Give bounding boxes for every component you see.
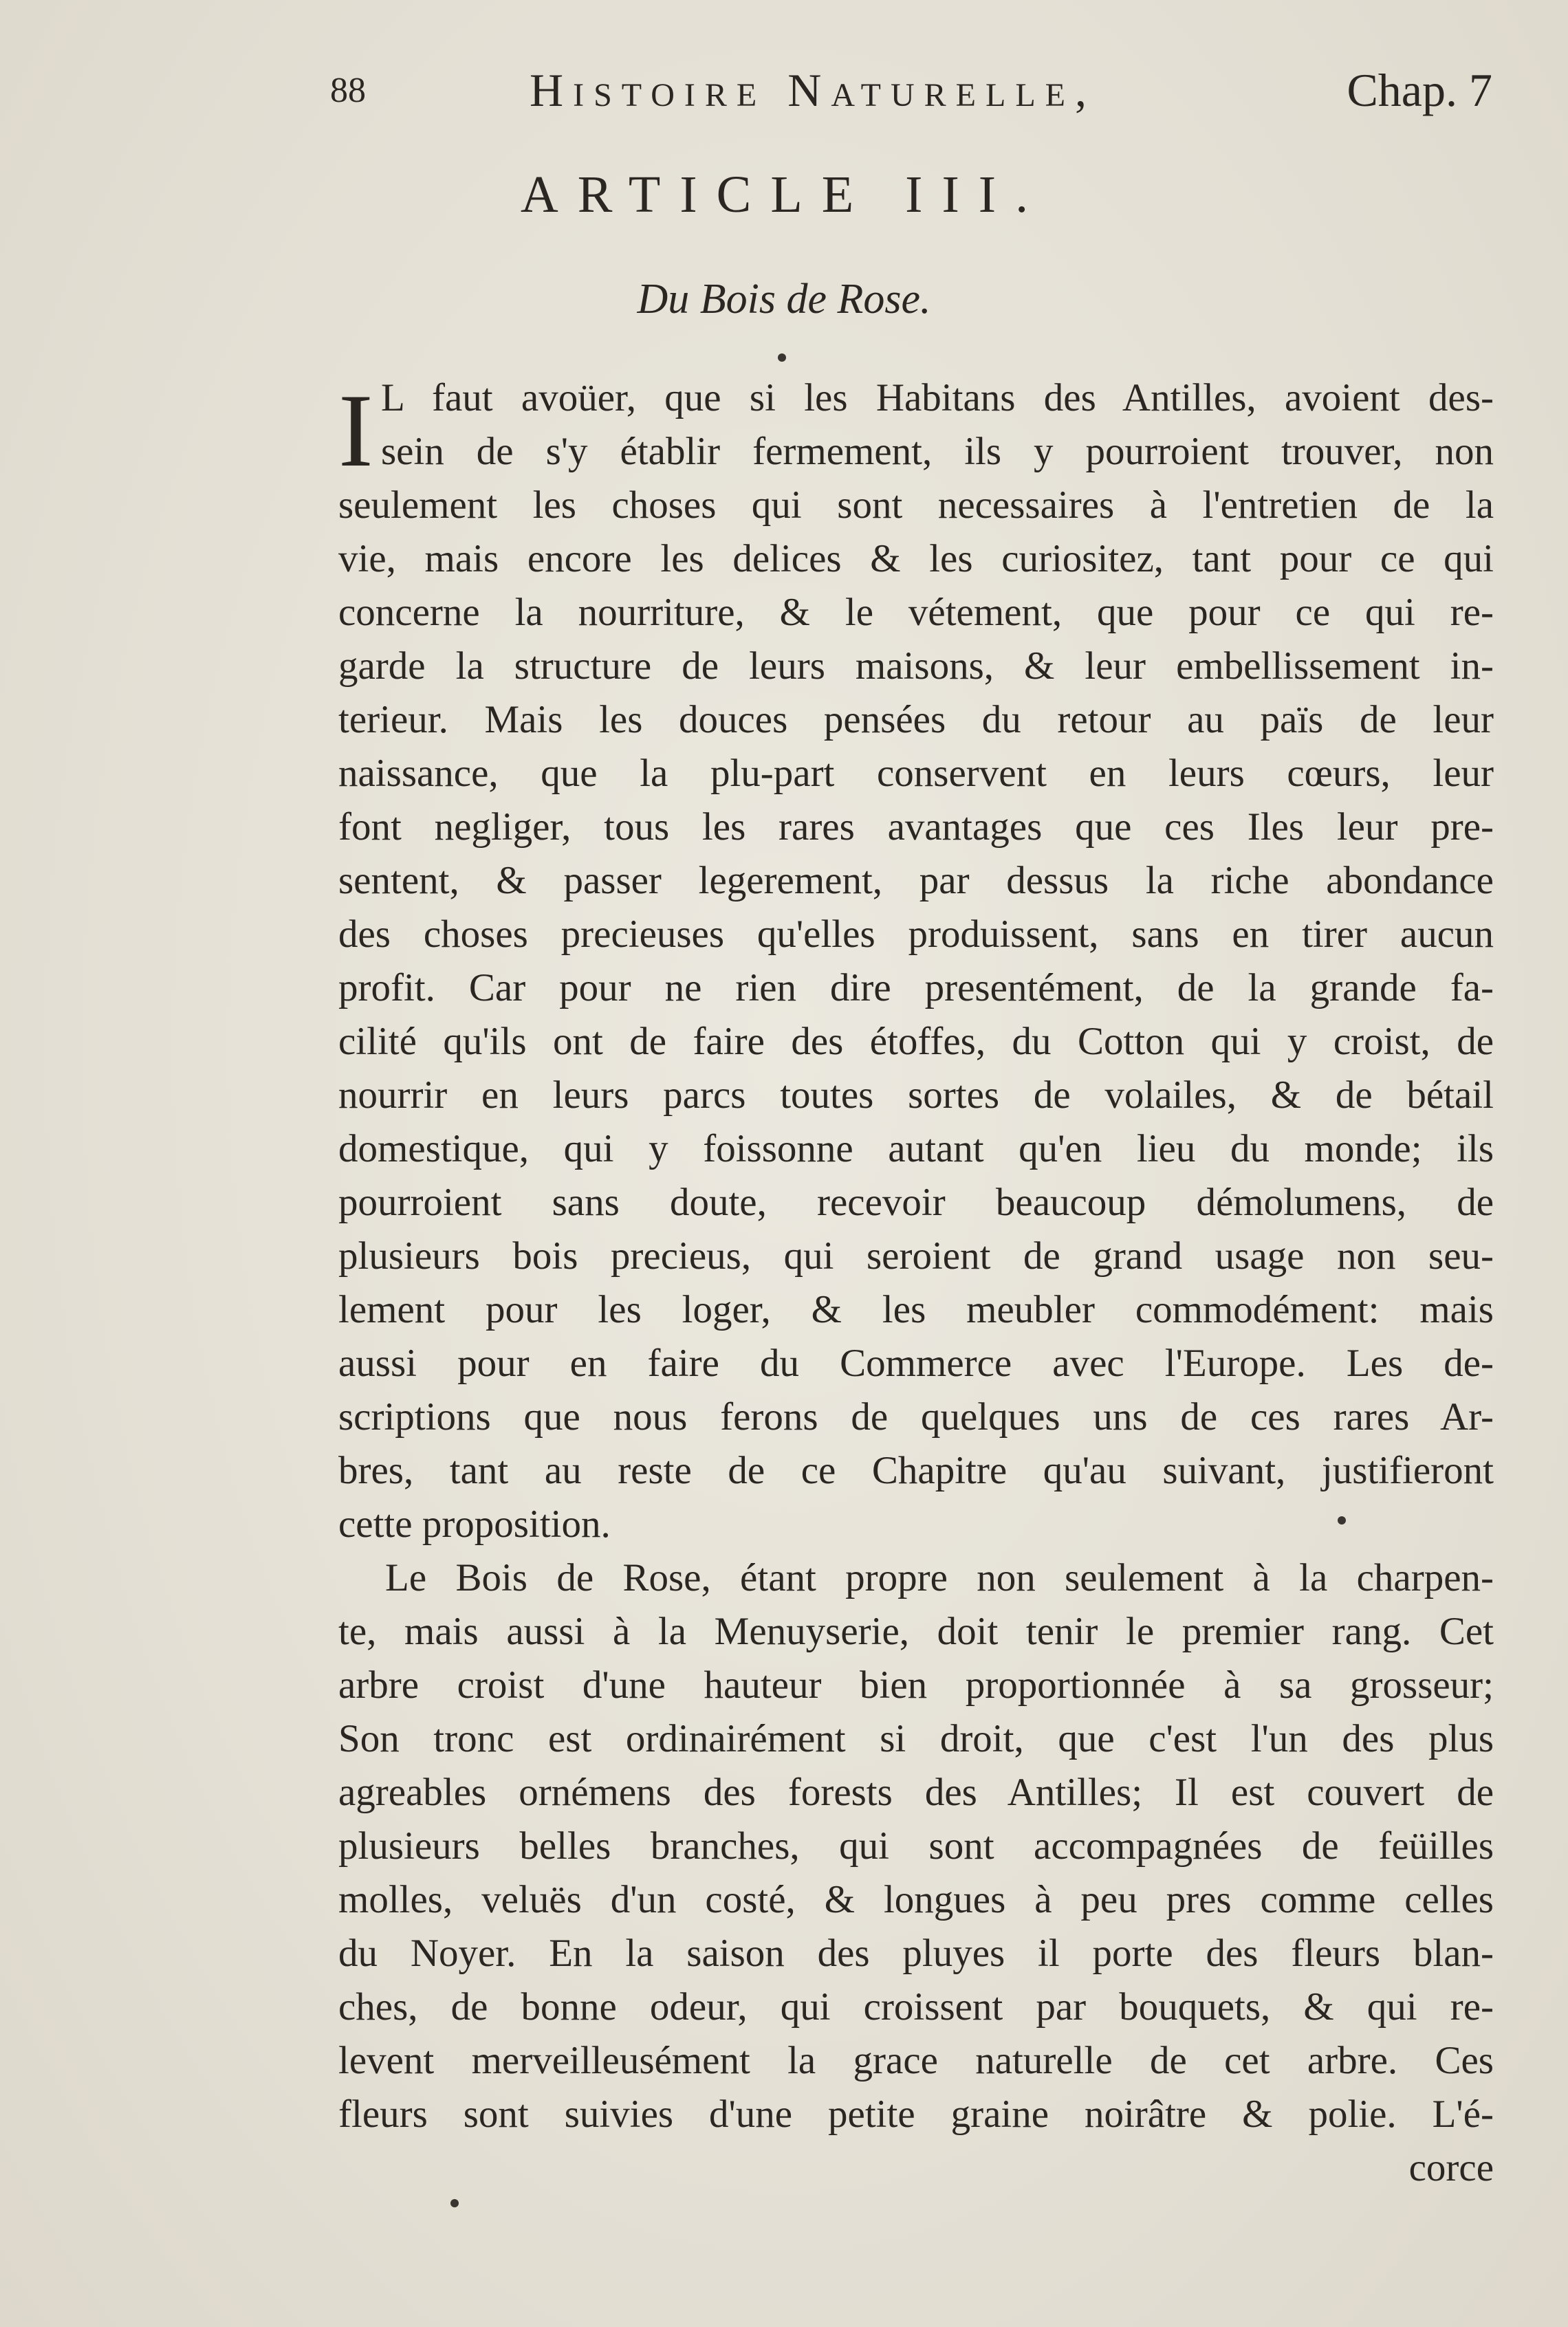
- text-line: profit. Car pour ne rien dire presentément, de la grande fa-: [338, 966, 1494, 1009]
- body-text: [338, 371, 1494, 2195]
- text-line: agreables ornémens des forests des Antilles; Il est couvert de: [338, 1771, 1494, 1814]
- text-line: vie, mais encore les delices & les curiositez, tant pour ce qui: [338, 537, 1494, 580]
- text-line: plusieurs belles branches, qui sont accompagnées de feüilles: [338, 1824, 1494, 1868]
- page-number: 88: [330, 71, 366, 110]
- text-line: arbre croist d'une hauteur bien proportionnée à sa grosseur;: [338, 1663, 1494, 1707]
- text-line: scriptions que nous ferons de quelques uns de ces rares Ar-: [338, 1395, 1494, 1439]
- text-line: levent merveilleusément la grace naturelle de cet arbre. Ces: [338, 2039, 1494, 2082]
- text-line: domestique, qui y foissonne autant qu'en lieu du monde; ils: [338, 1127, 1494, 1170]
- text-line: des choses precieuses qu'elles produissent, sans en tirer aucun: [338, 913, 1494, 956]
- paragraph-1: [338, 371, 1494, 1551]
- text-line: sein de s'y établir fermement, ils y pourroient trouver, non: [381, 430, 1494, 473]
- text-line: molles, veluës d'un costé, & longues à peu pres comme celles: [338, 1878, 1494, 1921]
- text-line: nourrir en leurs parcs toutes sortes de volailes, & de bétail: [338, 1073, 1494, 1117]
- text-line: plusieurs bois precieus, qui seroient de grand usage non seu-: [338, 1234, 1494, 1278]
- text-line: fleurs sont suivies d'une petite graine noirâtre & polie. L'é-: [338, 2093, 1494, 2136]
- text-line: L faut avoüer, que si les Habitans des Antilles, avoient des-: [381, 376, 1494, 419]
- text-line: concerne la nourriture, & le vétement, que pour ce qui re-: [338, 591, 1494, 634]
- text-line: naissance, que la plu-part conservent en leurs cœurs, leur: [338, 752, 1494, 795]
- chapter-reference: Chap. 7: [1347, 64, 1492, 116]
- text-line: ches, de bonne odeur, qui croissent par bouquets, & qui re-: [338, 1985, 1494, 2029]
- catchword: corce: [1408, 2146, 1494, 2189]
- text-line: Le Bois de Rose, étant propre non seulement à la charpen-: [385, 1556, 1494, 1599]
- article-title: ARTICLE III.: [520, 166, 1048, 223]
- running-title: Histoire Naturelle,: [530, 64, 1096, 116]
- text-line: cilité qu'ils ont de faire des étoffes, du Cotton qui y croist, de: [338, 1020, 1494, 1063]
- drop-cap: I: [338, 373, 373, 488]
- text-line: garde la structure de leurs maisons, & leur embellissement in-: [338, 644, 1494, 688]
- ink-speck: [1338, 1516, 1346, 1525]
- text-line: aussi pour en faire du Commerce avec l'Europe. Les de-: [338, 1342, 1494, 1385]
- page-header: [330, 63, 1499, 125]
- text-line: te, mais aussi à la Menuyserie, doit tenir le premier rang. Cet: [338, 1610, 1494, 1653]
- text-line: terieur. Mais les douces pensées du retour au païs de leur: [338, 698, 1494, 741]
- text-line: bres, tant au reste de ce Chapitre qu'au suivant, justifieront: [338, 1449, 1494, 1492]
- section-title: Du Bois de Rose.: [637, 276, 931, 323]
- text-line: font negliger, tous les rares avantages que ces Iles leur pre-: [338, 805, 1494, 849]
- text-line: sentent, & passer legerement, par dessus la riche abondance: [338, 859, 1494, 902]
- text-line: du Noyer. En la saison des pluyes il porte des fleurs blan-: [338, 1932, 1494, 1975]
- text-line: lement pour les loger, & les meubler commodément: mais: [338, 1288, 1494, 1331]
- ink-speck: [778, 353, 786, 362]
- text-line: cette proposition.: [338, 1503, 611, 1546]
- text-line: Son tronc est ordinairément si droit, que c'est l'un des plus: [338, 1717, 1494, 1760]
- ink-speck: [450, 2199, 459, 2207]
- text-line: seulement les choses qui sont necessaires à l'entretien de la: [338, 483, 1494, 527]
- paragraph-2: [338, 1551, 1494, 2141]
- text-line: pourroient sans doute, recevoir beaucoup démolumens, de: [338, 1181, 1494, 1224]
